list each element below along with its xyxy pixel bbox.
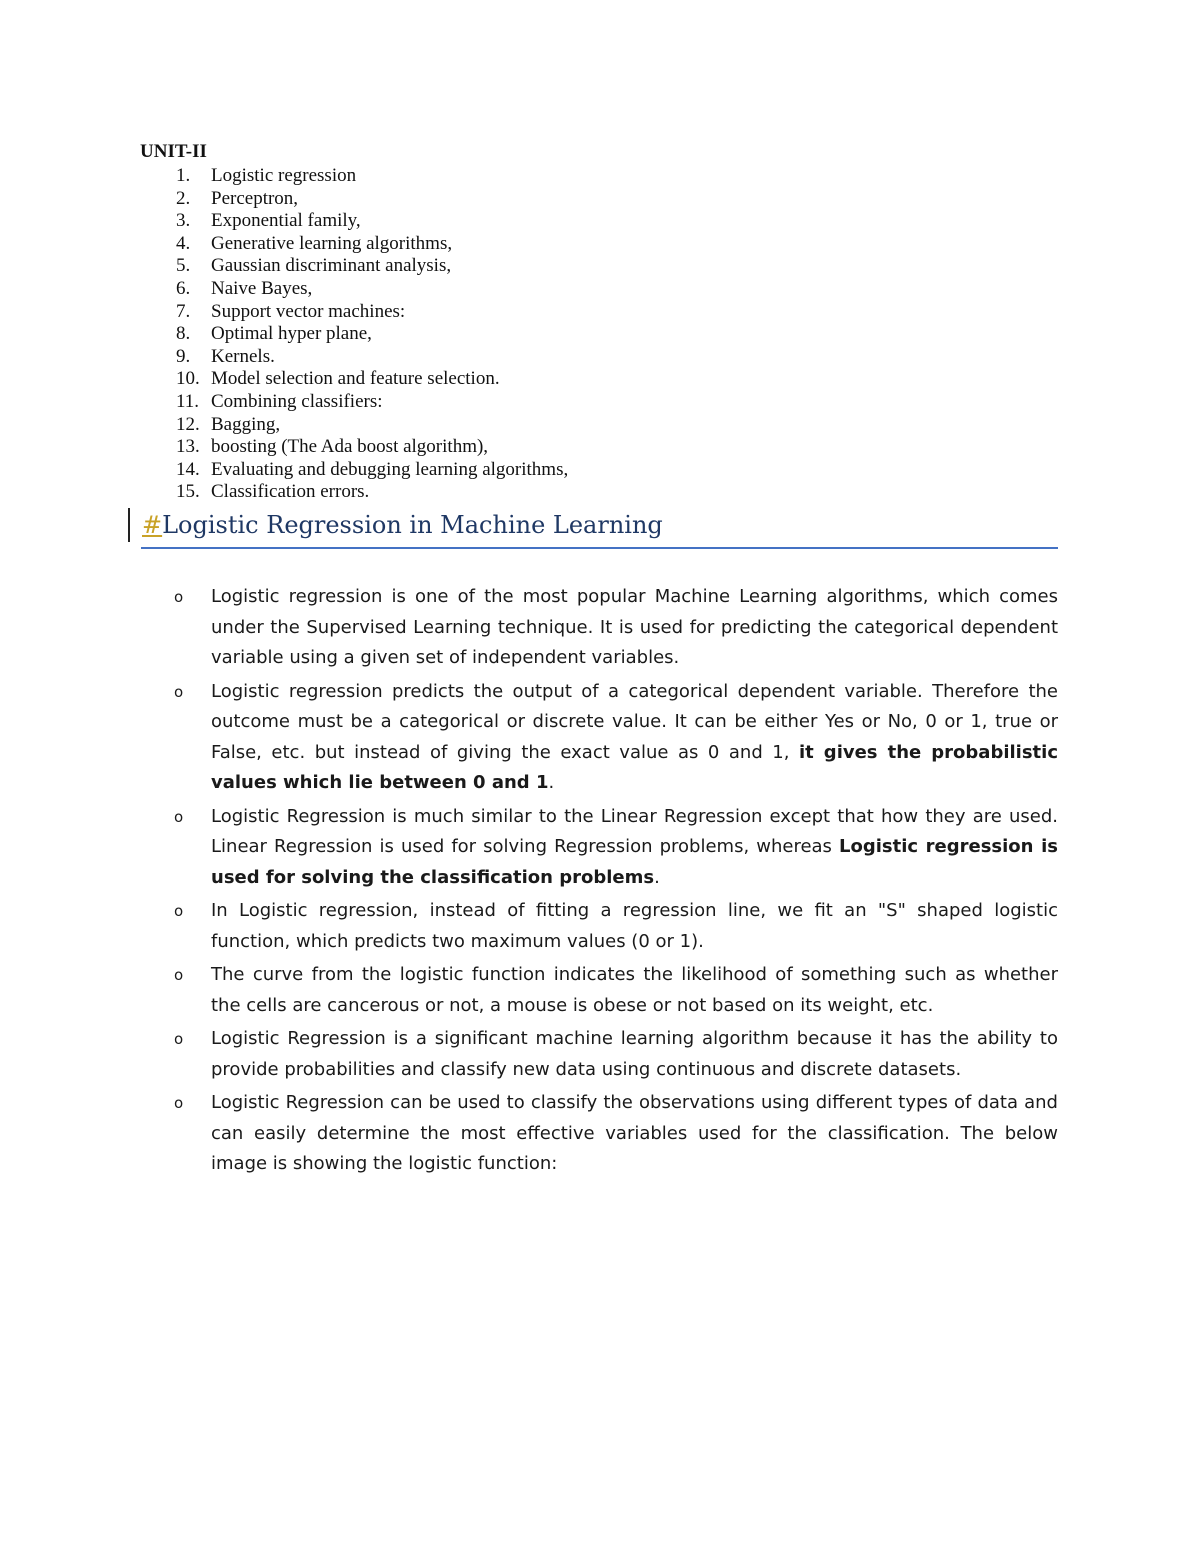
topic-number: 6.	[176, 277, 191, 299]
bullet-text	[211, 1088, 1058, 1180]
bullet-text-run: In Logistic regression, instead of fitting a regression line, we fit an "S" shaped logistic function, which predicts two maximum values (0 or 1).	[211, 900, 1058, 952]
bullet-text	[211, 802, 1058, 894]
bullet-text	[211, 960, 1058, 1021]
bullet-item	[170, 677, 1058, 799]
topic-number: 3.	[176, 210, 191, 232]
bullet-bold-text: it gives the probabilistic values which lie between 0 and 1	[211, 741, 1058, 793]
bullet-text-run: Logistic Regression can be used to classify the observations using different types of data and can easily determine the most effective variables used for the classification. The below image is showing the logistic function:	[211, 1092, 1058, 1174]
bullet-bold-text: Logistic regression is used for solving the classification problems	[211, 836, 1058, 888]
topic-text: Gaussian discriminant analysis,	[211, 255, 452, 277]
topic-number: 9.	[176, 345, 191, 367]
bullet-text	[211, 677, 1058, 799]
bullet-item	[170, 1024, 1058, 1085]
topic-text: Exponential family,	[211, 210, 361, 232]
bullet-item	[170, 960, 1058, 1021]
topic-number: 13.	[176, 436, 200, 458]
topic-number: 14.	[176, 458, 200, 480]
topic-number: 7.	[176, 300, 191, 322]
topic-number: 12.	[176, 413, 200, 435]
bullet-item	[170, 1088, 1058, 1180]
topic-number: 5.	[176, 255, 191, 277]
topic-text: Support vector machines:	[211, 300, 406, 322]
topic-number: 2.	[176, 187, 191, 209]
bullet-list	[170, 582, 1058, 1183]
topic-text: Classification errors.	[211, 481, 370, 503]
section-heading	[142, 506, 1058, 544]
topic-text: Evaluating and debugging learning algorithms,	[211, 458, 569, 480]
bullet-text-run: The curve from the logistic function indicates the likelihood of something such as whether the cells are cancerous or not, a mouse is obese or not based on its weight, etc.	[211, 964, 1058, 1016]
bullet-marker-icon: o	[174, 966, 184, 984]
topic-text: Logistic regression	[211, 165, 357, 186]
bullet-text-run: Logistic regression is one of the most popular Machine Learning algorithms, which comes under the Supervised Learning technique. It is used for predicting the categorical dependent variable using a given set of independent variables.	[211, 586, 1058, 668]
topic-number: 15.	[176, 481, 200, 503]
bullet-marker-icon: o	[174, 807, 184, 826]
bullet-text	[211, 1024, 1058, 1085]
bullet-marker-icon: o	[174, 588, 184, 606]
topic-text: Generative learning algorithms,	[211, 232, 453, 254]
bullet-text-run: .	[548, 772, 555, 793]
topic-number: 1.	[176, 165, 191, 186]
topic-text: Bagging,	[211, 413, 281, 435]
bullet-marker-icon: o	[174, 682, 184, 701]
text-cursor	[128, 508, 130, 542]
bullet-marker-icon: o	[174, 902, 184, 920]
heading-hash-link[interactable]: #	[142, 511, 163, 539]
bullet-text-run: Logistic Regression is much similar to the Linear Regression except that how they are used. Linear Regression is used for solving Regression problems, whereas	[211, 805, 1058, 857]
topic-text: Kernels.	[211, 345, 275, 367]
topic-text: Naive Bayes,	[211, 277, 313, 299]
bullet-text	[211, 582, 1058, 674]
bullet-item	[170, 582, 1058, 674]
bullet-text-run: Logistic regression predicts the output of a categorical dependent variable. Therefore the outcome must be a categorical or discrete value. It can be either Yes or No, 0 or 1, true or False, etc. but instead of giving the exact value as 0 and 1,	[211, 680, 1058, 763]
topic-text: Combining classifiers:	[211, 390, 383, 412]
topic-text: boosting (The Ada boost algorithm),	[211, 436, 489, 458]
bullet-item	[170, 896, 1058, 957]
bullet-text-run: Logistic Regression is a significant machine learning algorithm because it has the ability to provide probabilities and classify new data using continuous and discrete datasets.	[211, 1028, 1058, 1080]
topic-number: 10.	[176, 368, 200, 390]
heading-text: Logistic Regression in Machine Learning	[162, 511, 663, 539]
heading-underline	[141, 547, 1058, 549]
bullet-text	[211, 896, 1058, 957]
bullet-marker-icon: o	[174, 1094, 184, 1112]
topic-number: 8.	[176, 323, 191, 345]
unit-title: UNIT-II	[140, 141, 207, 162]
topic-number: 4.	[176, 232, 191, 254]
topic-text: Perceptron,	[211, 187, 299, 209]
topic-number: 11.	[176, 390, 200, 412]
bullet-text-run: .	[654, 866, 660, 888]
bullet-item	[170, 802, 1058, 894]
topic-text: Optimal hyper plane,	[211, 323, 372, 345]
topic-text: Model selection and feature selection.	[211, 368, 500, 390]
bullet-marker-icon: o	[174, 1030, 184, 1048]
